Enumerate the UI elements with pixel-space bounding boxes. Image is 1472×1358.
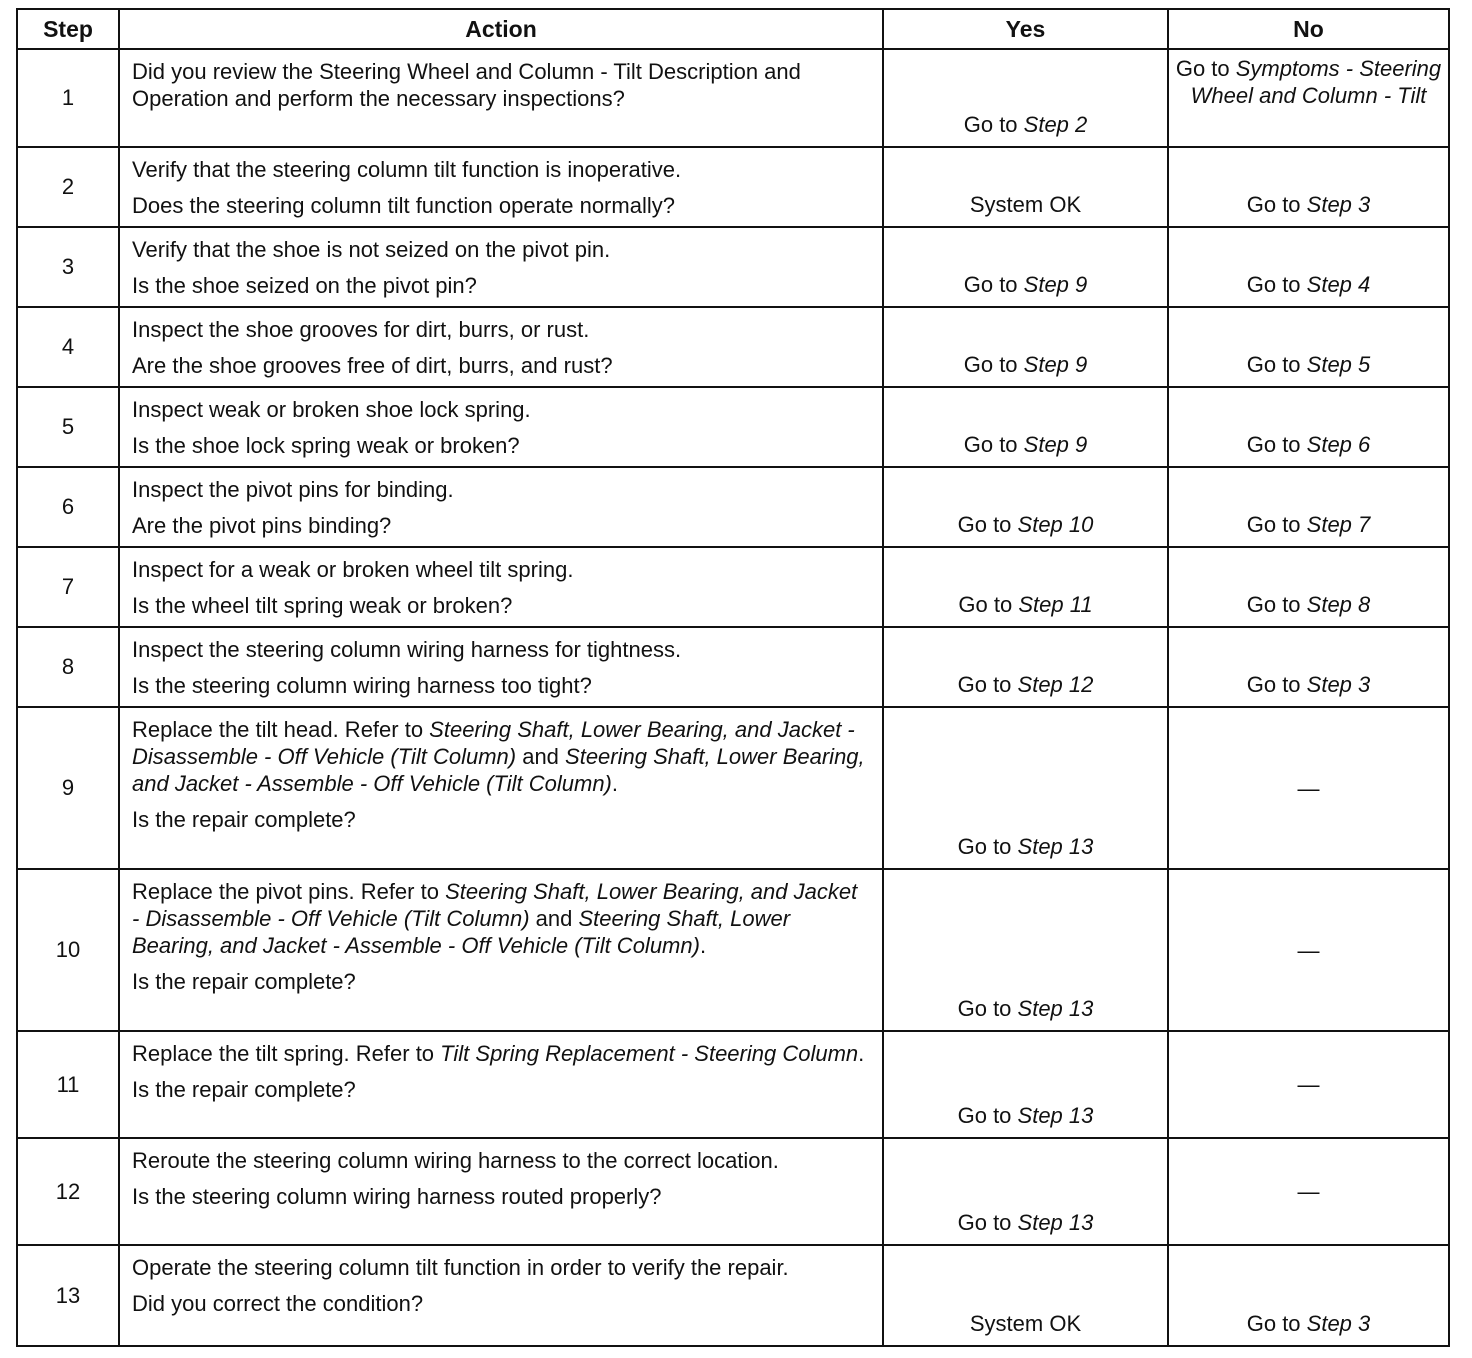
- yes-result: [883, 227, 1168, 307]
- no-result: [1168, 387, 1449, 467]
- action-paragraph: [132, 58, 870, 112]
- action-text: Inspect the pivot pins for binding.: [132, 477, 454, 502]
- action-text: .: [611, 771, 619, 796]
- action-text: Is the shoe seized on the pivot pin?: [132, 273, 477, 298]
- action-text: Is the steering column wiring harness routed properly?: [132, 1184, 662, 1209]
- yes-step-reference: Step 13: [1017, 1103, 1094, 1128]
- yes-result: [883, 1031, 1168, 1138]
- no-step-reference: Step 5: [1306, 352, 1371, 377]
- action-text: Is the wheel tilt spring weak or broken?: [132, 593, 513, 618]
- action-text: Verify that the shoe is not seized on the pivot pin.: [132, 237, 611, 262]
- no-text: Go to: [1246, 512, 1307, 537]
- action-reference: Tilt Spring Replacement - Steering Column: [440, 1041, 859, 1066]
- step-number: 12: [17, 1138, 119, 1245]
- no-step-reference: Step 3: [1306, 192, 1371, 217]
- yes-result: [883, 467, 1168, 547]
- yes-result: [883, 307, 1168, 387]
- step-number: 9: [17, 707, 119, 869]
- yes-text: Go to: [957, 1103, 1018, 1128]
- action-text: Verify that the steering column tilt function is inoperative.: [132, 157, 682, 182]
- table-row: [17, 147, 1449, 227]
- no-result: [1168, 1138, 1449, 1245]
- table-row: [17, 1245, 1449, 1346]
- action-cell: [119, 49, 883, 147]
- step-number: 1: [17, 49, 119, 147]
- action-paragraph: [132, 878, 870, 959]
- header-row: [17, 9, 1449, 49]
- yes-text: Go to: [963, 432, 1024, 457]
- action-cell: [119, 147, 883, 227]
- action-paragraph: [132, 968, 870, 995]
- no-result: [1168, 147, 1449, 227]
- no-text: Go to: [1246, 272, 1307, 297]
- yes-text: System OK: [969, 1311, 1082, 1336]
- yes-text: Go to: [963, 112, 1024, 137]
- action-cell: [119, 307, 883, 387]
- yes-text: Go to: [963, 352, 1024, 377]
- action-paragraph: [132, 806, 870, 833]
- action-paragraph: [132, 1183, 870, 1210]
- action-text: Is the repair complete?: [132, 1077, 356, 1102]
- no-text: Go to: [1246, 192, 1307, 217]
- action-text: Inspect for a weak or broken wheel tilt spring.: [132, 557, 574, 582]
- no-result: [1168, 307, 1449, 387]
- yes-result: [883, 627, 1168, 707]
- action-reference: Steering Shaft, Lower Bearing, and Jacket - Assemble - Off Vehicle (Tilt Column): [132, 744, 865, 796]
- action-paragraph: [132, 592, 870, 619]
- action-paragraph: [132, 192, 870, 219]
- action-text: Inspect weak or broken shoe lock spring.: [132, 397, 531, 422]
- yes-result: [883, 147, 1168, 227]
- yes-text: Go to: [957, 834, 1018, 859]
- action-cell: [119, 627, 883, 707]
- yes-text: System OK: [969, 192, 1082, 217]
- yes-result: [883, 869, 1168, 1031]
- no-text: Go to: [1246, 672, 1307, 697]
- action-text: Are the shoe grooves free of dirt, burrs, and rust?: [132, 353, 613, 378]
- step-number: 6: [17, 467, 119, 547]
- action-cell: [119, 869, 883, 1031]
- action-text: and: [516, 744, 566, 769]
- no-step-reference: Step 6: [1306, 432, 1371, 457]
- no-step-reference: Step 7: [1306, 512, 1371, 537]
- action-paragraph: [132, 1076, 870, 1103]
- action-text: Replace the tilt spring. Refer to: [132, 1041, 441, 1066]
- no-text: —: [1297, 1072, 1320, 1097]
- table-row: [17, 227, 1449, 307]
- no-result: [1168, 49, 1449, 147]
- yes-step-reference: Step 9: [1023, 272, 1088, 297]
- action-text: Does the steering column tilt function operate normally?: [132, 193, 675, 218]
- no-step-reference: Step 4: [1306, 272, 1371, 297]
- table-row: [17, 467, 1449, 547]
- step-number: 4: [17, 307, 119, 387]
- action-text: Operate the steering column tilt function in order to verify the repair.: [132, 1255, 789, 1280]
- yes-step-reference: Step 11: [1018, 592, 1093, 617]
- no-result: [1168, 467, 1449, 547]
- action-reference: Steering Shaft, Lower Bearing, and Jacket - Disassemble - Off Vehicle (Tilt Column): [132, 717, 855, 769]
- no-text: Go to: [1246, 1311, 1307, 1336]
- action-paragraph: [132, 636, 870, 663]
- header-step: Step: [17, 9, 119, 49]
- table-row: [17, 869, 1449, 1031]
- yes-step-reference: Step 13: [1017, 996, 1094, 1021]
- yes-result: [883, 387, 1168, 467]
- action-text: and: [529, 906, 579, 931]
- table-row: [17, 307, 1449, 387]
- action-paragraph: [132, 672, 870, 699]
- header-action: Action: [119, 9, 883, 49]
- step-number: 2: [17, 147, 119, 227]
- yes-result: [883, 1245, 1168, 1346]
- step-number: 11: [17, 1031, 119, 1138]
- yes-step-reference: Step 12: [1017, 672, 1094, 697]
- table-row: [17, 707, 1449, 869]
- step-number: 10: [17, 869, 119, 1031]
- action-paragraph: [132, 396, 870, 423]
- action-paragraph: [132, 476, 870, 503]
- action-text: Are the pivot pins binding?: [132, 513, 392, 538]
- yes-text: Go to: [957, 672, 1018, 697]
- step-number: 13: [17, 1245, 119, 1346]
- yes-text: Go to: [957, 512, 1018, 537]
- yes-text: Go to: [958, 592, 1019, 617]
- no-text: —: [1297, 775, 1320, 801]
- no-text: Go to: [1246, 432, 1307, 457]
- action-paragraph: [132, 1147, 870, 1174]
- action-paragraph: [132, 716, 870, 797]
- header-no: No: [1168, 9, 1449, 49]
- action-text: .: [699, 933, 707, 958]
- no-result: [1168, 1031, 1449, 1138]
- yes-text: Go to: [957, 1210, 1018, 1235]
- no-step-reference: Symptoms - Steering Wheel and Column - Tilt: [1190, 56, 1442, 108]
- action-paragraph: [132, 316, 870, 343]
- action-paragraph: [132, 1254, 870, 1281]
- action-paragraph: [132, 556, 870, 583]
- action-reference: Steering Shaft, Lower Bearing, and Jacket - Assemble - Off Vehicle (Tilt Column): [132, 906, 791, 958]
- action-paragraph: [132, 1290, 870, 1317]
- no-result: [1168, 869, 1449, 1031]
- action-text: Is the repair complete?: [132, 807, 356, 832]
- action-paragraph: [132, 512, 870, 539]
- table-row: [17, 1138, 1449, 1245]
- no-step-reference: Step 3: [1306, 672, 1371, 697]
- action-paragraph: [132, 236, 870, 263]
- table-row: [17, 547, 1449, 627]
- no-text: Go to: [1175, 56, 1236, 81]
- action-cell: [119, 1245, 883, 1346]
- yes-text: Go to: [957, 996, 1018, 1021]
- yes-result: [883, 707, 1168, 869]
- action-cell: [119, 1031, 883, 1138]
- no-result: [1168, 227, 1449, 307]
- no-result: [1168, 627, 1449, 707]
- yes-result: [883, 49, 1168, 147]
- action-cell: [119, 707, 883, 869]
- action-text: Is the repair complete?: [132, 969, 356, 994]
- no-result: [1168, 707, 1449, 869]
- action-paragraph: [132, 352, 870, 379]
- no-text: Go to: [1246, 592, 1307, 617]
- yes-step-reference: Step 13: [1017, 834, 1094, 859]
- action-text: Replace the pivot pins. Refer to: [132, 879, 446, 904]
- table-row: [17, 49, 1449, 147]
- action-paragraph: [132, 432, 870, 459]
- yes-result: [883, 547, 1168, 627]
- no-result: [1168, 547, 1449, 627]
- no-text: —: [1297, 937, 1320, 963]
- action-reference: Steering Shaft, Lower Bearing, and Jacket - Disassemble - Off Vehicle (Tilt Column): [132, 879, 858, 931]
- table-row: [17, 1031, 1449, 1138]
- action-paragraph: [132, 156, 870, 183]
- table-row: [17, 387, 1449, 467]
- no-step-reference: Step 8: [1306, 592, 1371, 617]
- action-text: Is the shoe lock spring weak or broken?: [132, 433, 520, 458]
- yes-step-reference: Step 13: [1017, 1210, 1094, 1235]
- action-text: Reroute the steering column wiring harness to the correct location.: [132, 1148, 779, 1173]
- action-cell: [119, 547, 883, 627]
- no-result: [1168, 1245, 1449, 1346]
- diagnostic-table: [16, 8, 1450, 1347]
- header-yes: Yes: [883, 9, 1168, 49]
- action-cell: [119, 387, 883, 467]
- action-text: Is the steering column wiring harness too tight?: [132, 673, 592, 698]
- no-text: Go to: [1246, 352, 1307, 377]
- yes-step-reference: Step 2: [1023, 112, 1088, 137]
- action-cell: [119, 1138, 883, 1245]
- table-row: [17, 627, 1449, 707]
- step-number: 3: [17, 227, 119, 307]
- action-text: .: [858, 1041, 865, 1066]
- step-number: 8: [17, 627, 119, 707]
- action-text: Replace the tilt head. Refer to: [132, 717, 430, 742]
- yes-result: [883, 1138, 1168, 1245]
- no-step-reference: Step 3: [1306, 1311, 1371, 1336]
- action-cell: [119, 227, 883, 307]
- action-paragraph: [132, 272, 870, 299]
- yes-step-reference: Step 9: [1023, 352, 1088, 377]
- action-text: Inspect the steering column wiring harness for tightness.: [132, 637, 682, 662]
- step-number: 7: [17, 547, 119, 627]
- action-text: Did you correct the condition?: [132, 1291, 424, 1316]
- action-cell: [119, 467, 883, 547]
- yes-text: Go to: [963, 272, 1024, 297]
- no-text: —: [1297, 1179, 1320, 1204]
- action-text: Inspect the shoe grooves for dirt, burrs, or rust.: [132, 317, 590, 342]
- yes-step-reference: Step 10: [1017, 512, 1094, 537]
- step-number: 5: [17, 387, 119, 467]
- action-text: Did you review the Steering Wheel and Column - Tilt Description and Operation and perform the necessary inspections?: [132, 59, 801, 111]
- yes-step-reference: Step 9: [1023, 432, 1088, 457]
- action-paragraph: [132, 1040, 870, 1067]
